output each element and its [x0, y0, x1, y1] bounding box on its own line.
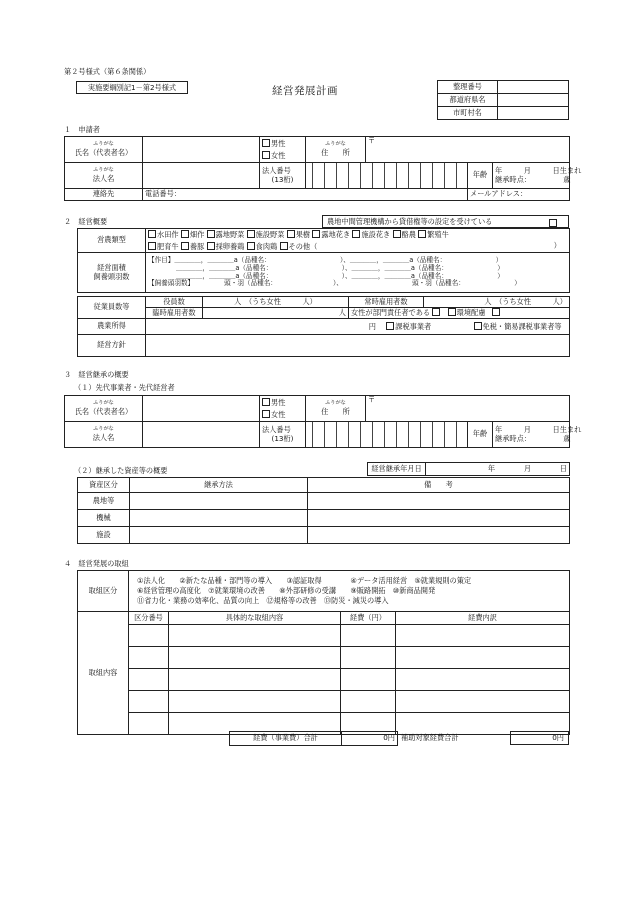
detail-col-header: 具体的な取組内容	[169, 612, 341, 625]
contact-label: 連絡先	[65, 189, 143, 201]
type-checkbox[interactable]	[247, 230, 255, 238]
age-field[interactable]: 年 月 日生まれ 継承時点： 歳	[493, 163, 570, 189]
cost-col-header: 経費（円）	[341, 612, 396, 625]
type-checkbox[interactable]	[287, 230, 295, 238]
initiative-table	[77, 570, 570, 735]
female-checkbox[interactable]	[262, 151, 270, 159]
breakdown-field[interactable]	[396, 647, 570, 669]
farming-type-label: 営農類型	[78, 229, 146, 253]
prev-name-field[interactable]	[143, 396, 260, 422]
succession-date-table	[367, 462, 570, 476]
age-label: 年齢	[468, 163, 493, 189]
intermediary-checkbox-row[interactable]: 農地中間管理機構から貸借権等の設定を受けている	[322, 215, 569, 228]
type-checkbox[interactable]	[148, 230, 156, 238]
prev-female-checkbox[interactable]	[262, 410, 270, 418]
type-checkbox[interactable]	[247, 242, 255, 250]
prev-address-label-cell: ふりがな 住 所	[306, 396, 366, 422]
type-checkbox[interactable]	[207, 230, 215, 238]
admin-label: 都道府県名	[438, 94, 498, 107]
type-checkbox[interactable]	[181, 230, 189, 238]
admin-value-field[interactable]	[498, 107, 569, 120]
section-1-heading: １ 申請者	[64, 125, 100, 134]
name-label-cell: ふりがな 氏名（代表者名）	[65, 137, 143, 163]
code-field[interactable]	[129, 669, 169, 691]
code-field[interactable]	[129, 691, 169, 713]
area-livestock-field[interactable]: 【作目】＿＿＿＿，＿＿＿＿a（品種名： ）、＿＿＿＿，＿＿＿＿a（品種名： ） ＿＿＿＿，＿＿＿＿a（品種名： ）、＿＿＿＿，＿＿＿＿a（品種名： ） ＿＿＿＿，＿＿＿＿a（品種名： ）、＿＿＿＿，＿＿＿＿a（品種名： ） 【飼養頭羽数】 頭・羽（品種名： ）、 頭・羽（品種名： ）	[146, 253, 570, 293]
admin-value-field[interactable]	[498, 94, 569, 107]
corp-number-label-cell: 法人番号 (13桁)	[260, 163, 306, 189]
code-col-header: 区分番号	[129, 612, 169, 625]
gender-cell: 男性 女性	[260, 137, 306, 163]
female-manager-cell: 女性が部門責任者である 環境配慮	[349, 308, 570, 319]
area-label: 経営面積 飼養頭羽数	[78, 253, 146, 293]
succession-date-label: 経営継承年月日	[368, 463, 426, 476]
cost-field[interactable]	[341, 625, 396, 647]
type-checkbox[interactable]	[312, 230, 320, 238]
section-4-heading: ４ 経営発展の取組	[64, 559, 129, 568]
reference-box: 実施要綱別記1－第2号様式	[76, 81, 188, 94]
exempt-checkbox[interactable]	[474, 322, 482, 330]
prev-name-label-cell: ふりがな 氏名（代表者名）	[65, 396, 143, 422]
phone-field[interactable]: 電話番号：	[143, 189, 468, 201]
prev-corp-name-field[interactable]	[143, 422, 260, 448]
total-value: 0円	[342, 732, 398, 746]
income-label: 農業所得	[78, 319, 146, 335]
category-list: ①法人化 ②新たな品種・部門等の導入 ③認証取得 ④データ活用経営 ⑤就業規則の策定 ⑥経営管理の高度化 ⑦就業環境の改善 ⑧外部研修の受講 ⑨販路開拓 ⑩新商品開発 ⑪省力化・業務の効率化、品質の向上 ⑫規格等の改善 ⑬防災・減災の導入	[129, 571, 570, 612]
prev-corp-label-cell: ふりがな 法人名	[65, 422, 143, 448]
section-3-sub-2: （２）継承した資産等の概要	[74, 466, 168, 475]
code-field[interactable]	[129, 713, 169, 735]
category-label: 取組区分	[78, 571, 129, 612]
corp-number-field[interactable]	[306, 163, 468, 189]
environment-checkbox[interactable]	[448, 308, 456, 316]
detail-field[interactable]	[169, 691, 341, 713]
detail-field[interactable]	[169, 625, 341, 647]
cost-field[interactable]	[341, 691, 396, 713]
admin-table	[437, 80, 569, 120]
prev-age-label: 年齢	[468, 422, 493, 448]
admin-label: 市町村名	[438, 107, 498, 120]
method-col-header: 継承方法	[130, 478, 308, 493]
note-field[interactable]	[308, 493, 570, 510]
method-field[interactable]	[130, 510, 308, 527]
type-checkbox[interactable]	[181, 242, 189, 250]
admin-label: 整理番号	[438, 81, 498, 94]
temporary-field[interactable]: 人	[203, 308, 349, 319]
prev-gender-cell: 男性 女性	[260, 396, 306, 422]
note-field[interactable]	[308, 527, 570, 544]
asset-row-label: 施設	[78, 527, 130, 544]
admin-value-field[interactable]	[498, 81, 569, 94]
page-title: 経営発展計画	[272, 85, 338, 97]
prev-age-field[interactable]: 年 月 日生まれ 継承時点： 歳	[493, 422, 570, 448]
asset-row-label: 農地等	[78, 493, 130, 510]
code-field[interactable]	[129, 647, 169, 669]
taxable-checkbox[interactable]	[386, 322, 394, 330]
asset-col-header: 資産区分	[78, 478, 130, 493]
corp-label-cell: ふりがな 法人名	[65, 163, 143, 189]
employee-table	[77, 296, 570, 357]
assets-table	[77, 477, 570, 544]
prev-address-field[interactable]: 〒	[366, 396, 570, 422]
breakdown-field[interactable]	[396, 691, 570, 713]
address-field[interactable]: 〒	[366, 137, 570, 163]
form-number: 第２号様式（第６条関係）	[64, 67, 151, 76]
method-field[interactable]	[130, 527, 308, 544]
method-field[interactable]	[130, 493, 308, 510]
prev-corp-number-field[interactable]	[306, 422, 468, 448]
address-label-cell: ふりがな 住 所	[306, 137, 366, 163]
officers-label: 役員数	[146, 297, 203, 308]
breakdown-field[interactable]	[396, 625, 570, 647]
type-checkbox[interactable]	[207, 242, 215, 250]
income-field[interactable]: 円 課税事業者 免税・簡易課税事業者等	[146, 319, 570, 335]
content-label: 取組内容	[78, 612, 129, 735]
breakdown-col-header: 経費内訳	[396, 612, 570, 625]
type-checkbox[interactable]	[418, 230, 426, 238]
intermediary-checkbox[interactable]	[549, 219, 557, 227]
detail-field[interactable]	[169, 647, 341, 669]
name-field[interactable]	[143, 137, 260, 163]
type-checkbox[interactable]	[393, 230, 401, 238]
subsidy-value: 0円	[510, 731, 569, 745]
type-checkbox[interactable]	[352, 230, 360, 238]
note-field[interactable]	[308, 510, 570, 527]
email-field[interactable]: メールアドレス：	[468, 189, 570, 201]
prev-male-checkbox[interactable]	[262, 398, 270, 406]
farming-type-options: 水田作 畑作 露地野菜 施設野菜 果樹 露地花き 施設花き 酪農 繁殖牛 肥育牛 養豚 採卵養鶏 食肉鶏 その他（ ）	[146, 229, 570, 253]
regular-field[interactable]: 人 （うち女性 人）	[424, 297, 570, 308]
policy-field[interactable]	[146, 335, 570, 357]
asset-row-label: 機械	[78, 510, 130, 527]
section-3-sub-1: （１）先代事業者・先代経営者	[74, 383, 175, 392]
succession-date-field[interactable]: 年 月 日	[426, 463, 570, 476]
regular-label: 常時雇用者数	[349, 297, 424, 308]
note-col-header: 備 考	[308, 478, 570, 493]
code-field[interactable]	[129, 625, 169, 647]
section-3-heading: ３ 経営継承の概要	[64, 370, 129, 379]
section-2-heading: ２ 経営概要	[64, 217, 108, 226]
environment-check-box[interactable]	[492, 308, 500, 316]
breakdown-field[interactable]	[396, 669, 570, 691]
male-checkbox[interactable]	[262, 139, 270, 147]
employee-label: 従業員数等	[78, 297, 146, 319]
type-checkbox[interactable]	[148, 242, 156, 250]
detail-field[interactable]	[169, 669, 341, 691]
subsidy-label: 補助対象経費合計	[401, 733, 459, 742]
female-manager-checkbox[interactable]	[432, 308, 440, 316]
total-table	[229, 731, 398, 746]
overview-table	[77, 228, 570, 293]
prev-corp-number-label: 法人番号 (13桁)	[260, 422, 306, 448]
officers-field[interactable]: 人 （うち女性 人）	[203, 297, 349, 308]
cost-field[interactable]	[341, 647, 396, 669]
temporary-label: 臨時雇用者数	[146, 308, 203, 319]
type-checkbox[interactable]	[280, 242, 288, 250]
corp-name-field[interactable]	[143, 163, 260, 189]
cost-field[interactable]	[341, 669, 396, 691]
total-label: 経費（事業費）合計	[230, 732, 342, 746]
policy-label: 経営方針	[78, 335, 146, 357]
applicant-table	[64, 136, 582, 201]
predecessor-table	[64, 395, 582, 448]
